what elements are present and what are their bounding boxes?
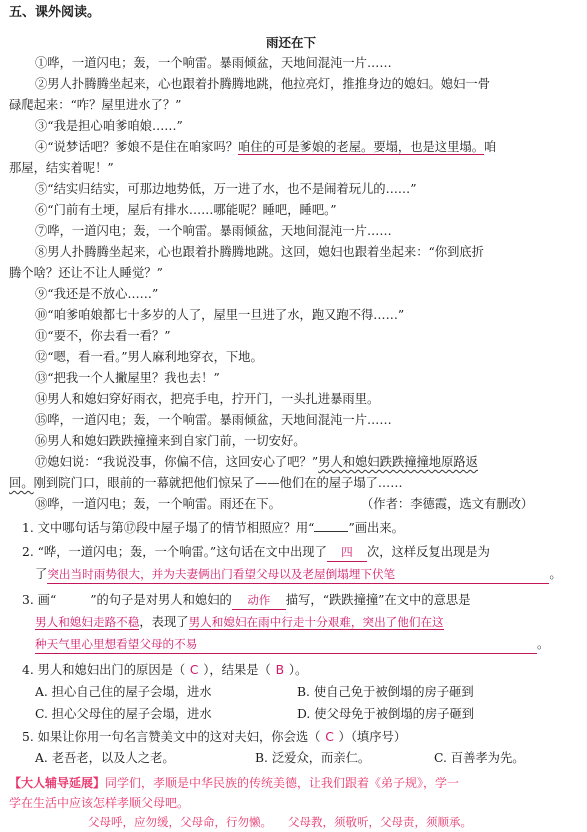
answer-q4-result: B — [275, 663, 285, 677]
paragraph-11: ⑪“要不，你去看一看？” — [35, 329, 171, 343]
paragraph-17-text: ⑰媳妇说：“我说没事，你偏不信，这回安心了吧？” — [35, 455, 319, 469]
period: 。 — [549, 567, 562, 581]
question-1-text: 1. 文中哪句话与第⑰段中屋子塌了的情节相照应？用“ — [22, 521, 315, 535]
question-2-tail: 次，这样反复出现是为 — [366, 545, 490, 559]
question-5 — [22, 729, 406, 746]
question-3-mid-2: ，表现了 — [139, 615, 189, 629]
paragraph-4-line-2: 那屋，结实着呢！” — [9, 161, 114, 175]
question-4-mid: ），结果是（ — [203, 663, 271, 677]
paragraph-15: ⑮哗，一道闪电；轰，一个响雷。暴雨倾盆，天地间混沌一片…… — [35, 413, 392, 427]
answer-q3-shows-cont: 种天气里心里想看望父母的不易 — [35, 636, 537, 654]
period: 。 — [537, 637, 550, 651]
paragraph-9: ⑨“我还是不放心……” — [35, 287, 159, 301]
paragraph-17-line-1 — [35, 454, 478, 471]
question-1-tail: ”画出来。 — [348, 521, 404, 535]
paragraph-1: ①哗，一道闪电；轰，一个响雷。暴雨倾盆，天地间混沌一片…… — [35, 56, 392, 70]
wavy-marked-sentence: 男人和媳妇跌跌撞撞地原路返 — [318, 455, 478, 469]
paragraph-18: ⑱哗，一道闪电；轰，一个响雷。雨还在下。 — [35, 497, 281, 511]
paragraph-2-line-1: ②男人扑腾腾坐起来，心也跟着扑腾腾地跳，他拉亮灯，推推身边的媳妇。媳妇一骨 — [35, 77, 490, 91]
paragraph-8-line-1: ⑧男人扑腾腾坐起来，心也跟着扑腾腾地跳。这回，媳妇也跟着坐起来：“你到底折 — [35, 245, 484, 259]
source-note: （作者：李德霞，选文有删改） — [361, 497, 534, 511]
marked-sentence: 咱住的可是爹娘的老屋。要塌，也是这里塌。 — [238, 140, 484, 154]
answer-q2-count: 四 — [327, 544, 367, 562]
question-5-text: 5. 如果让你用一句名言赞美文中的这对夫妇，你会选（ — [22, 730, 321, 744]
question-3-text: 3. 画“ — [22, 593, 57, 607]
option-4a: A. 担心自己住的屋子会塌，进水 — [35, 685, 212, 699]
wavy-line-sample — [56, 593, 90, 604]
extension-intro: 同学们，孝顺是中华民族的传统美德，让我们跟着《弟子规》，学一 — [105, 776, 460, 790]
paragraph-14: ⑭男人和媳妇穿好雨衣，把亮手电，拧开门，一头扎进暴雨里。 — [35, 392, 380, 406]
verse-1b: 父母教，须敬听，父母责，须顺承。 — [288, 815, 472, 829]
paragraph-6: ⑥“门前有土埂，屋后有排水……哪能呢？睡吧，睡吧。” — [35, 203, 337, 217]
paragraph-2-line-2: 碌爬起来：“咋？屋里进水了？” — [9, 98, 182, 112]
extension-label: 【大人辅导延展】 — [9, 776, 106, 790]
answer-q2-purpose: 突出当时雨势很大，并为夫妻俩出门看望父母以及老屋倒塌埋下伏笔 — [47, 566, 549, 584]
verse-line-1 — [88, 815, 472, 829]
question-3-tail: 描写，“跌跌撞撞”在文中的意思是 — [285, 593, 471, 607]
paragraph-4-text: ④“说梦话吧？爹娘不是住在咱家吗？ — [35, 140, 239, 154]
extension-line-2: 学在生活中应该怎样孝顺父母吧。 — [9, 796, 190, 810]
option-4b: B. 使自己免于被倒塌的房子砸到 — [297, 685, 474, 699]
question-3-line-1 — [22, 592, 471, 610]
wavy-marked-sentence-end: 回。 — [9, 476, 34, 490]
underline-sample — [314, 520, 348, 532]
paragraph-5: ⑤“结实归结实，可那边地势低，万一进了水，也不是闹着玩儿的……” — [35, 182, 417, 196]
answer-q3-shows: 男人和媳妇在雨中行走十分艰难，突出了他们在这 — [188, 615, 444, 629]
answer-q4-reason: C — [189, 663, 199, 677]
answer-q3-type: 动作 — [232, 592, 286, 610]
paragraph-7: ⑦哗，一道闪电；轰，一个响雷。暴雨倾盆，天地间混沌一片…… — [35, 224, 392, 238]
paragraph-4-line-1 — [35, 139, 496, 156]
question-2-text: 2. “哗，一道闪电；轰，一个响雷。”这句话在文中出现了 — [22, 545, 327, 559]
paragraph-12: ⑫“嗯，看一看。”男人麻利地穿衣，下地。 — [35, 350, 263, 364]
paragraph-13: ⑬“把我一个人撇屋里？我也去！” — [35, 371, 220, 385]
question-3-line-3 — [35, 636, 549, 654]
question-2-line-2 — [35, 566, 562, 584]
paragraph-4-tail: 咱 — [484, 140, 497, 154]
question-4-tail: ）。 — [288, 663, 308, 677]
question-1 — [22, 520, 404, 537]
paragraph-17-tail: 刚到院门口，眼前的一幕就把他们惊呆了——他们在的屋子塌了…… — [33, 476, 403, 490]
extension-line-1 — [9, 775, 459, 792]
paragraph-17-line-2 — [9, 475, 403, 492]
paragraph-16: ⑯男人和媳妇跌跌撞撞来到自家门前，一切安好。 — [35, 434, 306, 448]
answer-q5: C — [325, 730, 334, 744]
verse-1a: 父母呼，应勿缓，父母命，行勿懒。 — [88, 815, 272, 829]
option-4d: D. 使父母免于被倒塌的房子砸到 — [297, 707, 475, 721]
section-heading: 五、课外阅读。 — [9, 5, 101, 20]
option-4c: C. 担心父母住的屋子会塌，进水 — [35, 707, 212, 721]
paragraph-8-line-2: 腾个啥？还让不让人睡觉？” — [9, 266, 163, 280]
question-4-text: 4. 男人和媳妇出门的原因是（ — [22, 663, 186, 677]
question-3-mid: ”的句子是对男人和媳妇的 — [90, 593, 232, 607]
question-5-tail: ）（填序号） — [338, 730, 407, 744]
story-title: 雨还在下 — [266, 35, 317, 50]
option-5b: B. 泛爱众，而亲仁。 — [255, 751, 371, 765]
option-5c: C. 百善孝为先。 — [434, 751, 525, 765]
question-4 — [22, 662, 307, 679]
paragraph-3: ③“我是担心咱爹咱娘……” — [35, 119, 183, 133]
question-3-line-2 — [35, 614, 444, 631]
paragraph-10: ⑩“咱爹咱娘都七十多岁的人了，屋里一旦进了水，跑又跑不得……” — [35, 308, 405, 322]
option-5a: A. 老吾老，以及人之老。 — [35, 751, 175, 765]
answer-q3-meaning: 男人和媳妇走路不稳 — [35, 615, 140, 629]
question-2-line-1 — [22, 544, 490, 562]
question-2-prefix: 了 — [35, 567, 48, 581]
